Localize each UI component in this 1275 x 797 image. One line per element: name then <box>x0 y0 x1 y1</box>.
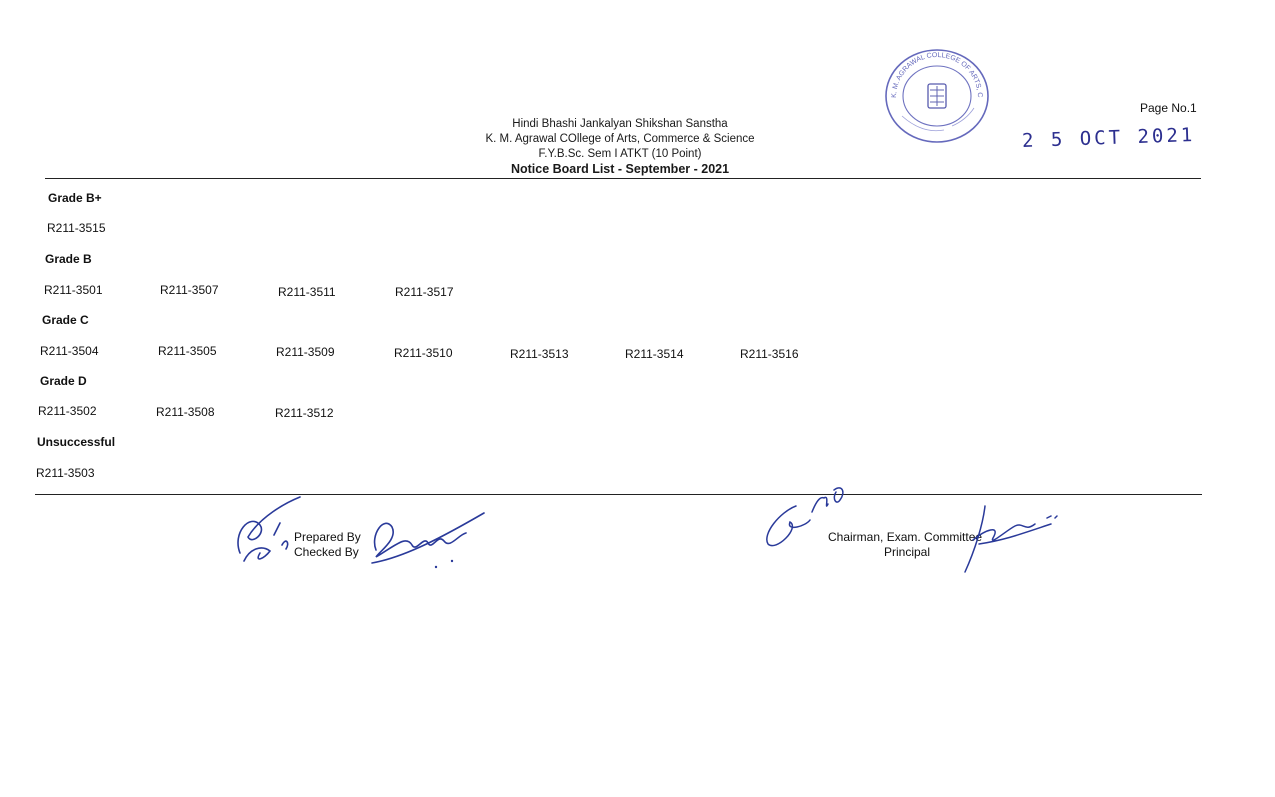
roll-number: R211-3502 <box>38 404 97 418</box>
page-title: Notice Board List - September - 2021 <box>510 162 730 176</box>
roll-number: R211-3505 <box>158 344 217 358</box>
grade-heading: Grade B <box>45 252 92 266</box>
roll-number: R211-3509 <box>276 345 335 359</box>
roll-number: R211-3513 <box>510 347 569 361</box>
roll-number: R211-3517 <box>395 285 454 299</box>
college-name: K. M. Agrawal COllege of Arts, Commerce & Science <box>485 133 755 145</box>
principal-signature <box>955 500 1060 580</box>
grade-heading: Grade B+ <box>48 191 102 205</box>
roll-number: R211-3501 <box>44 283 103 297</box>
roll-number: R211-3507 <box>160 283 219 297</box>
roll-number: R211-3508 <box>156 405 215 419</box>
roll-number: R211-3515 <box>47 221 106 235</box>
roll-number: R211-3511 <box>278 285 336 299</box>
roll-number: R211-3503 <box>36 466 95 480</box>
principal-label: Principal <box>884 545 931 559</box>
roll-number: R211-3512 <box>275 406 334 420</box>
grade-heading: Grade D <box>40 374 87 388</box>
roll-number: R211-3504 <box>40 344 99 358</box>
date-stamp: 2 5 OCT 2021 <box>1021 123 1196 153</box>
roll-number: R211-3510 <box>394 346 453 360</box>
roll-number: R211-3514 <box>625 347 684 361</box>
grade-heading: Grade C <box>42 313 89 327</box>
checker-signature <box>366 505 491 570</box>
page-number: Page No.1 <box>1140 101 1197 115</box>
checked-by-label: Checked By <box>294 545 359 559</box>
institution-name: Hindi Bhashi Jankalyan Shikshan Sanstha <box>512 118 728 130</box>
header-divider <box>45 178 1201 179</box>
footer-divider <box>35 494 1202 495</box>
grade-heading: Unsuccessful <box>37 435 116 449</box>
course-line: F.Y.B.Sc. Sem I ATKT (10 Point) <box>538 148 702 160</box>
roll-number: R211-3516 <box>740 347 799 361</box>
prepared-by-label: Prepared By <box>294 530 361 544</box>
seal-text: K. M. AGRAWAL COLLEGE OF ARTS, COMMERCE & SCIENCE <box>879 41 984 99</box>
chairman-label: Chairman, Exam. Committee <box>828 530 983 544</box>
